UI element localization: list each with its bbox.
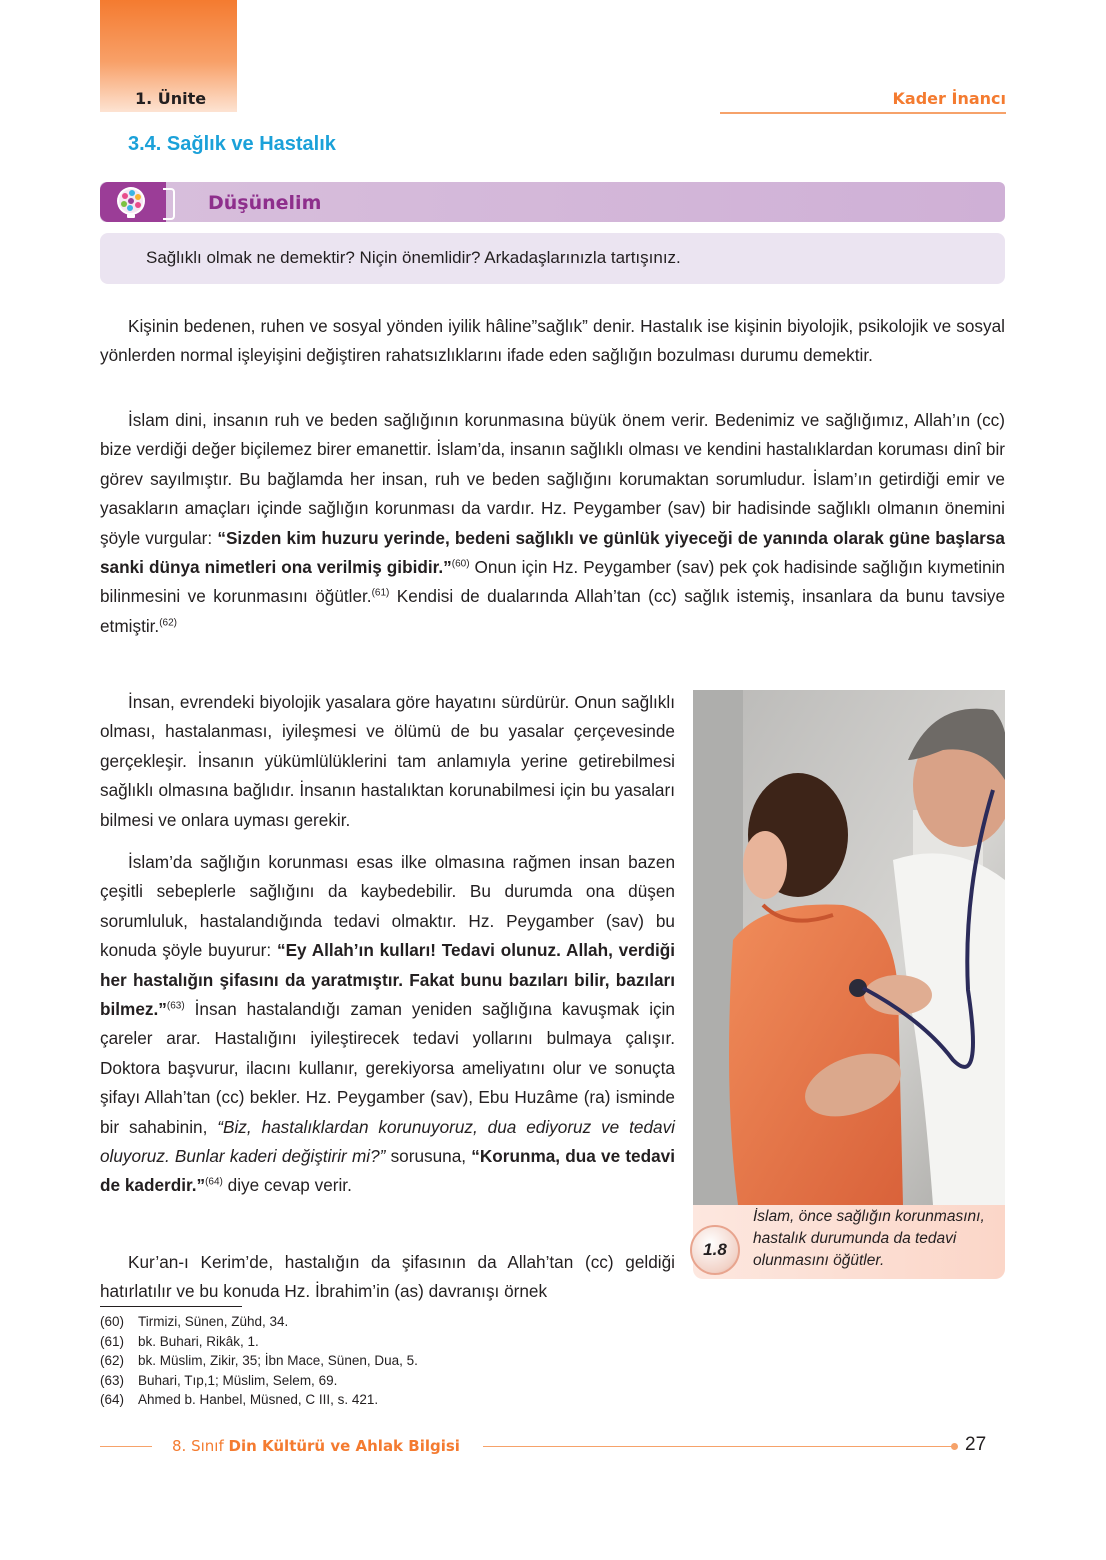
footer-rule-left [100, 1446, 152, 1447]
footer-rule-right [483, 1446, 953, 1447]
page-number: 27 [965, 1434, 987, 1455]
p4-text-c: sorusuna, [385, 1146, 472, 1167]
footer-book-name: Din Kültürü ve Ahlak Bilgisi [228, 1437, 460, 1455]
doctor-child-photo [693, 690, 1005, 1205]
footer-grade: 8. Sınıf [172, 1437, 224, 1455]
figure-number: 1.8 [703, 1240, 727, 1259]
footnote-text: Ahmed b. Hanbel, Müsned, C III, s. 421. [138, 1392, 379, 1408]
think-bracket [163, 188, 175, 220]
footnote-list [100, 1312, 418, 1410]
p2-text-b: Onun için Hz. Peygamber (sav) pek çok hadisinde sağlığın kıymetinin bilinmesini ve korunmasını öğütler. [100, 557, 1005, 607]
p4-text-a: İslam’da sağlığın korunması esas ilke olmasına rağmen insan bazen çeşitli sebeplerle sağlığını da kaybedebilir. Bu durumda ona düşen sorumluluk, hastalandığında tedavi olmaktır. Hz. Peygamber (sav) bu konuda şöyle buyurur: [100, 852, 675, 961]
footnote-ref-62: (62) [159, 617, 178, 629]
footnote-item [100, 1312, 418, 1332]
p4-text-d: diye cevap verir. [222, 1175, 352, 1196]
chapter-label: Kader İnancı [892, 89, 1006, 108]
paragraph-5: Kur’an-ı Kerim’de, hastalığın da şifasının da Allah’tan (cc) geldiği hatırlatılır ve bu konuda Hz. İbrahim’in (as) davranışı örnek [100, 1252, 675, 1302]
think-question: Sağlıklı olmak ne demektir? Niçin önemlidir? Arkadaşlarınızla tartışınız. [146, 248, 681, 267]
footnote-text: bk. Buhari, Rikâk, 1. [138, 1333, 259, 1349]
footnote-text: bk. Müslim, Zikir, 35; İbn Mace, Sünen, Dua, 5. [138, 1353, 418, 1369]
unit-label: 1. Ünite [135, 89, 207, 108]
figure-caption: İslam, önce sağlığın korunmasını, hastalık durumunda da tedavi olunmasını öğütler. [753, 1208, 985, 1269]
paragraph-1: Kişinin bedenen, ruhen ve sosyal yönden iyilik hâline”sağlık” denir. Hastalık ise kişinin biyolojik, psikolojik ve sosyal yönlerden normal işleyişini değiştiren rahatsızlıklarını ifade eden sağlığın bozulması durumu demektir. [100, 316, 1005, 366]
p4-hadith-quote: “Ey Allah’ın kulları! Tedavi olunuz. Allah, verdiği her hastalığın şifasını da yaratmıştır. Fakat bunu bazıları bilir, bazıları bilmez.” [100, 940, 675, 1020]
footnote-ref-60: (60) [451, 558, 470, 570]
p2-text-c: Kendisi de dualarında Allah’tan (cc) sağlık istemiş, insanlara da bunu tavsiye etmiştir. [100, 586, 1006, 636]
footnote-number: (64) [100, 1392, 125, 1408]
footnote-number: (61) [100, 1333, 125, 1349]
footer-book-title [172, 1437, 460, 1455]
footer-dot [951, 1443, 958, 1450]
footnote-ref-61: (61) [371, 587, 390, 599]
p4-question-quote: “Biz, hastalıklardan korunuyoruz, dua ediyoruz ve tedavi oluyoruz. Bunlar kaderi değiştirir mi?” [100, 1116, 675, 1167]
p4-answer-quote: “Korunma, dua ve tedavi de kaderdir.” [100, 1146, 676, 1196]
footnote-rule [100, 1306, 242, 1307]
footnote-item [100, 1371, 418, 1391]
footnote-text: Tirmizi, Sünen, Zühd, 34. [138, 1314, 289, 1329]
paragraph-2 [100, 406, 1005, 641]
header-rule [720, 112, 1006, 114]
footnote-item [100, 1351, 418, 1371]
footnote-number: (63) [100, 1372, 125, 1388]
brain-icon [113, 184, 149, 220]
footnote-number: (60) [100, 1314, 125, 1329]
footnote-item [100, 1332, 418, 1352]
paragraph-4 [100, 848, 675, 1201]
think-label: Düşünelim [208, 192, 322, 214]
paragraph-3: İnsan, evrendeki biyolojik yasalara göre hayatını sürdürür. Onun sağlıklı olması, hastalanması, iyileşmesi ve ölümü de bu yasalar çerçevesinde gerçekleşir. İnsanın yükümlülüklerini tam anlamıyla yerine getirebilmesi sağlıklı olmasına bağlıdır. İnsanın hastalıktan korunabilmesi için bu yasaları bilmesi ve onlara uyması gerekir. [100, 692, 675, 830]
p2-text-a: İslam dini, insanın ruh ve beden sağlığının korunmasına büyük önem verir. Bedenimiz ve sağlığımız, Allah’ın (cc) bize verdiği değer biçilemez birer emanettir. İslam’da, insanın sağlıklı olması ve kendini hastalıklardan koruması dinî bir görev sayılmıştır. Bu bağlamda her insan, ruh ve beden sağlığını korumaktan sorumludur. İslam’ın getirdiği emir ve yasakların amaçları içinde sağlığın korunması da vardır. Hz. Peygamber (sav) bir hadisinde sağlıklı olmanın önemini şöyle vurgular: [100, 410, 1005, 548]
footnote-text: Buhari, Tıp,1; Müslim, Selem, 69. [138, 1372, 338, 1388]
section-title: 3.4. Sağlık ve Hastalık [128, 133, 336, 155]
footnote-number: (62) [100, 1353, 125, 1369]
footnote-ref-64: (64) [205, 1176, 223, 1188]
footnote-ref-63: (63) [166, 1000, 185, 1012]
p2-hadith-quote: “Sizden kim huzuru yerinde, bedeni sağlıklı ve günlük yiyeceği de yanında olarak güne başlarsa sanki dünya nimetleri ona verilmiş gibidir.” [100, 527, 1005, 578]
footnote-item [100, 1390, 418, 1410]
p4-text-b: İnsan hastalandığı zaman yeniden sağlığına kavuşmak için çareler arar. Hastalığını iyileştirecek tedavi yollarını bulmaya çalışır. Doktora başvurur, ilacını kullanır, gerekiyorsa ameliyatını olur ve sonuçta şifayı Allah’tan (cc) bekler. Hz. Peygamber (sav), Ebu Huzâme (ra) isminde bir sahabinin, [100, 999, 675, 1137]
